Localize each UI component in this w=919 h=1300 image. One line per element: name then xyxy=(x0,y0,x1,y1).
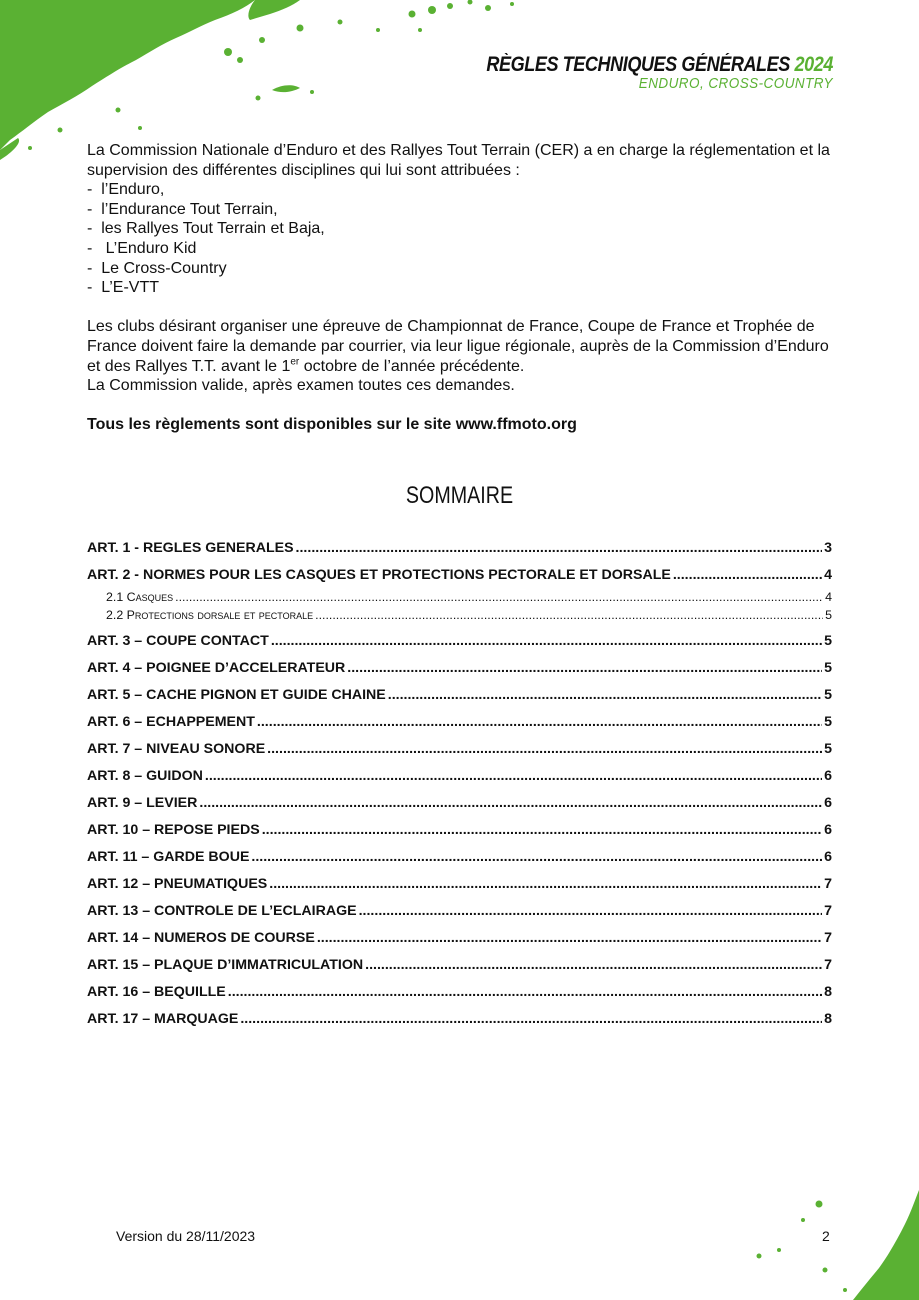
toc-entry[interactable] xyxy=(87,793,832,820)
toc-leader-dots xyxy=(257,712,822,732)
toc-leader-dots xyxy=(317,928,822,948)
toc-entry-label: ART. 6 – ECHAPPEMENT xyxy=(87,714,255,730)
toc-entry[interactable] xyxy=(87,658,832,685)
toc-entry[interactable] xyxy=(87,685,832,712)
toc-entry-label: ART. 8 – GUIDON xyxy=(87,768,203,784)
toc-entry[interactable] xyxy=(87,928,832,955)
organisation-text-end: octobre de l’année précédente. xyxy=(299,357,525,375)
toc-leader-dots xyxy=(296,538,823,558)
toc-entry-page: 5 xyxy=(824,687,832,703)
header-subtitle: ENDURO, CROSS-COUNTRY xyxy=(638,75,833,92)
toc-entry-label: 2.1 Casques xyxy=(106,590,174,604)
toc-entry-page: 7 xyxy=(824,957,832,973)
toc-entry[interactable] xyxy=(87,982,832,1009)
toc-leader-dots xyxy=(240,1009,822,1029)
toc-leader-dots xyxy=(267,739,822,759)
toc-entry-page: 6 xyxy=(824,822,832,838)
toc-subentry[interactable] xyxy=(87,607,832,631)
list-item: - L’E-VTT xyxy=(87,278,837,298)
toc-entry-page: 7 xyxy=(824,876,832,892)
toc-leader-dots xyxy=(262,820,822,840)
toc-entry-page: 5 xyxy=(824,741,832,757)
toc-entry[interactable] xyxy=(87,874,832,901)
toc-entry-label: ART. 11 – GARDE BOUE xyxy=(87,849,250,865)
toc-entry[interactable] xyxy=(87,739,832,766)
toc-leader-dots xyxy=(251,847,822,867)
toc-entry-label: ART. 13 – CONTROLE DE L’ECLAIRAGE xyxy=(87,903,357,919)
header-title-year: 2024 xyxy=(794,53,833,76)
validation-paragraph: La Commission valide, après examen toutes ces demandes. xyxy=(87,377,515,395)
toc-leader-dots xyxy=(365,955,822,975)
toc-leader-dots xyxy=(271,631,822,651)
toc-entry-label: ART. 10 – REPOSE PIEDS xyxy=(87,822,260,838)
intro-paragraph: La Commission Nationale d’Enduro et des Rallyes Tout Terrain (CER) a en charge la réglementation et la supervision des différentes disciplines qui lui sont attribuées : xyxy=(87,142,830,179)
toc-entry-label: ART. 12 – PNEUMATIQUES xyxy=(87,876,268,892)
intro-section xyxy=(87,141,837,435)
toc-leader-dots xyxy=(315,607,823,623)
toc-entry-label: ART. 3 – COUPE CONTACT xyxy=(87,633,269,649)
toc-entry-page: 5 xyxy=(824,633,832,649)
toc-leader-dots xyxy=(199,793,822,813)
sommaire-title: SOMMAIRE xyxy=(405,482,514,509)
toc-entry-page: 7 xyxy=(824,903,832,919)
ordinal-superscript: er xyxy=(290,356,300,368)
toc-leader-dots xyxy=(269,874,822,894)
toc-entry-label: ART. 1 - REGLES GENERALES xyxy=(87,540,294,556)
toc-entry-label: ART. 2 - NORMES POUR LES CASQUES ET PROTECTIONS PECTORALE ET DORSALE xyxy=(87,567,671,583)
toc-leader-dots xyxy=(673,565,822,585)
green-brush-decoration-bottom xyxy=(749,1190,919,1300)
toc-entry-page: 5 xyxy=(824,660,832,676)
toc-entry-page: 4 xyxy=(824,567,832,583)
toc-entry-label: 2.2 Protections dorsale et pectorale xyxy=(106,608,314,622)
website-note: Tous les règlements sont disponibles sur le site www.ffmoto.org xyxy=(87,416,577,434)
organisation-paragraph xyxy=(87,317,837,376)
toc-entry[interactable] xyxy=(87,847,832,874)
toc-entry-label: ART. 14 – NUMEROS DE COURSE xyxy=(87,930,315,946)
header-title xyxy=(486,54,833,76)
toc-entry-page: 6 xyxy=(824,768,832,784)
toc-entry-label: ART. 7 – NIVEAU SONORE xyxy=(87,741,266,757)
toc-entry-page: 8 xyxy=(824,1011,832,1027)
organisation-text: Les clubs désirant organiser une épreuve de Championnat de France, Coupe de France et Trophée de France doivent faire la demande par courrier, via leur ligue régionale, auprès de la Commission d’Enduro et des Rallyes T.T. avant le 1 xyxy=(87,318,829,375)
footer-version: Version du 28/11/2023 xyxy=(116,1228,256,1244)
toc-leader-dots xyxy=(205,766,822,786)
discipline-list xyxy=(87,180,837,298)
toc-entry-label: ART. 17 – MARQUAGE xyxy=(87,1011,239,1027)
toc-entry-label: ART. 4 – POIGNEE D’ACCELERATEUR xyxy=(87,660,346,676)
toc-leader-dots xyxy=(347,658,822,678)
toc-entry-page: 3 xyxy=(824,540,832,556)
toc-entry-page: 7 xyxy=(824,930,832,946)
toc-leader-dots xyxy=(359,901,823,921)
toc-entry[interactable] xyxy=(87,712,832,739)
list-item: - l’Enduro, xyxy=(87,180,837,200)
toc-entry-label: ART. 5 – CACHE PIGNON ET GUIDE CHAINE xyxy=(87,687,386,703)
toc-entry-page: 5 xyxy=(825,608,832,622)
page-number: 2 xyxy=(822,1228,830,1244)
list-item: - L’Enduro Kid xyxy=(87,239,837,259)
toc-entry[interactable] xyxy=(87,901,832,928)
toc-entry[interactable] xyxy=(87,538,832,565)
toc-entry[interactable] xyxy=(87,1009,832,1036)
toc-entry-page: 8 xyxy=(824,984,832,1000)
toc-entry-page: 5 xyxy=(824,714,832,730)
toc-entry[interactable] xyxy=(87,631,832,658)
toc-subentry[interactable] xyxy=(87,589,832,607)
toc-entry-page: 6 xyxy=(824,795,832,811)
toc-entry-page: 4 xyxy=(825,590,832,604)
document-header xyxy=(430,54,833,92)
toc-entry[interactable] xyxy=(87,565,832,592)
list-item: - les Rallyes Tout Terrain et Baja, xyxy=(87,219,837,239)
toc-entry-page: 6 xyxy=(824,849,832,865)
toc-entry-label: ART. 15 – PLAQUE D’IMMATRICULATION xyxy=(87,957,364,973)
toc-leader-dots xyxy=(175,589,823,605)
toc-entry-label: ART. 9 – LEVIER xyxy=(87,795,198,811)
toc-leader-dots xyxy=(388,685,822,705)
list-item: - Le Cross-Country xyxy=(87,259,837,279)
toc-leader-dots xyxy=(228,982,822,1002)
toc-entry[interactable] xyxy=(87,766,832,793)
toc-entry[interactable] xyxy=(87,820,832,847)
toc-entry[interactable] xyxy=(87,955,832,982)
header-title-main: RÈGLES TECHNIQUES GÉNÉRALES xyxy=(486,53,790,76)
table-of-contents xyxy=(87,538,832,1036)
toc-entry-label: ART. 16 – BEQUILLE xyxy=(87,984,226,1000)
list-item: - l’Endurance Tout Terrain, xyxy=(87,200,837,220)
